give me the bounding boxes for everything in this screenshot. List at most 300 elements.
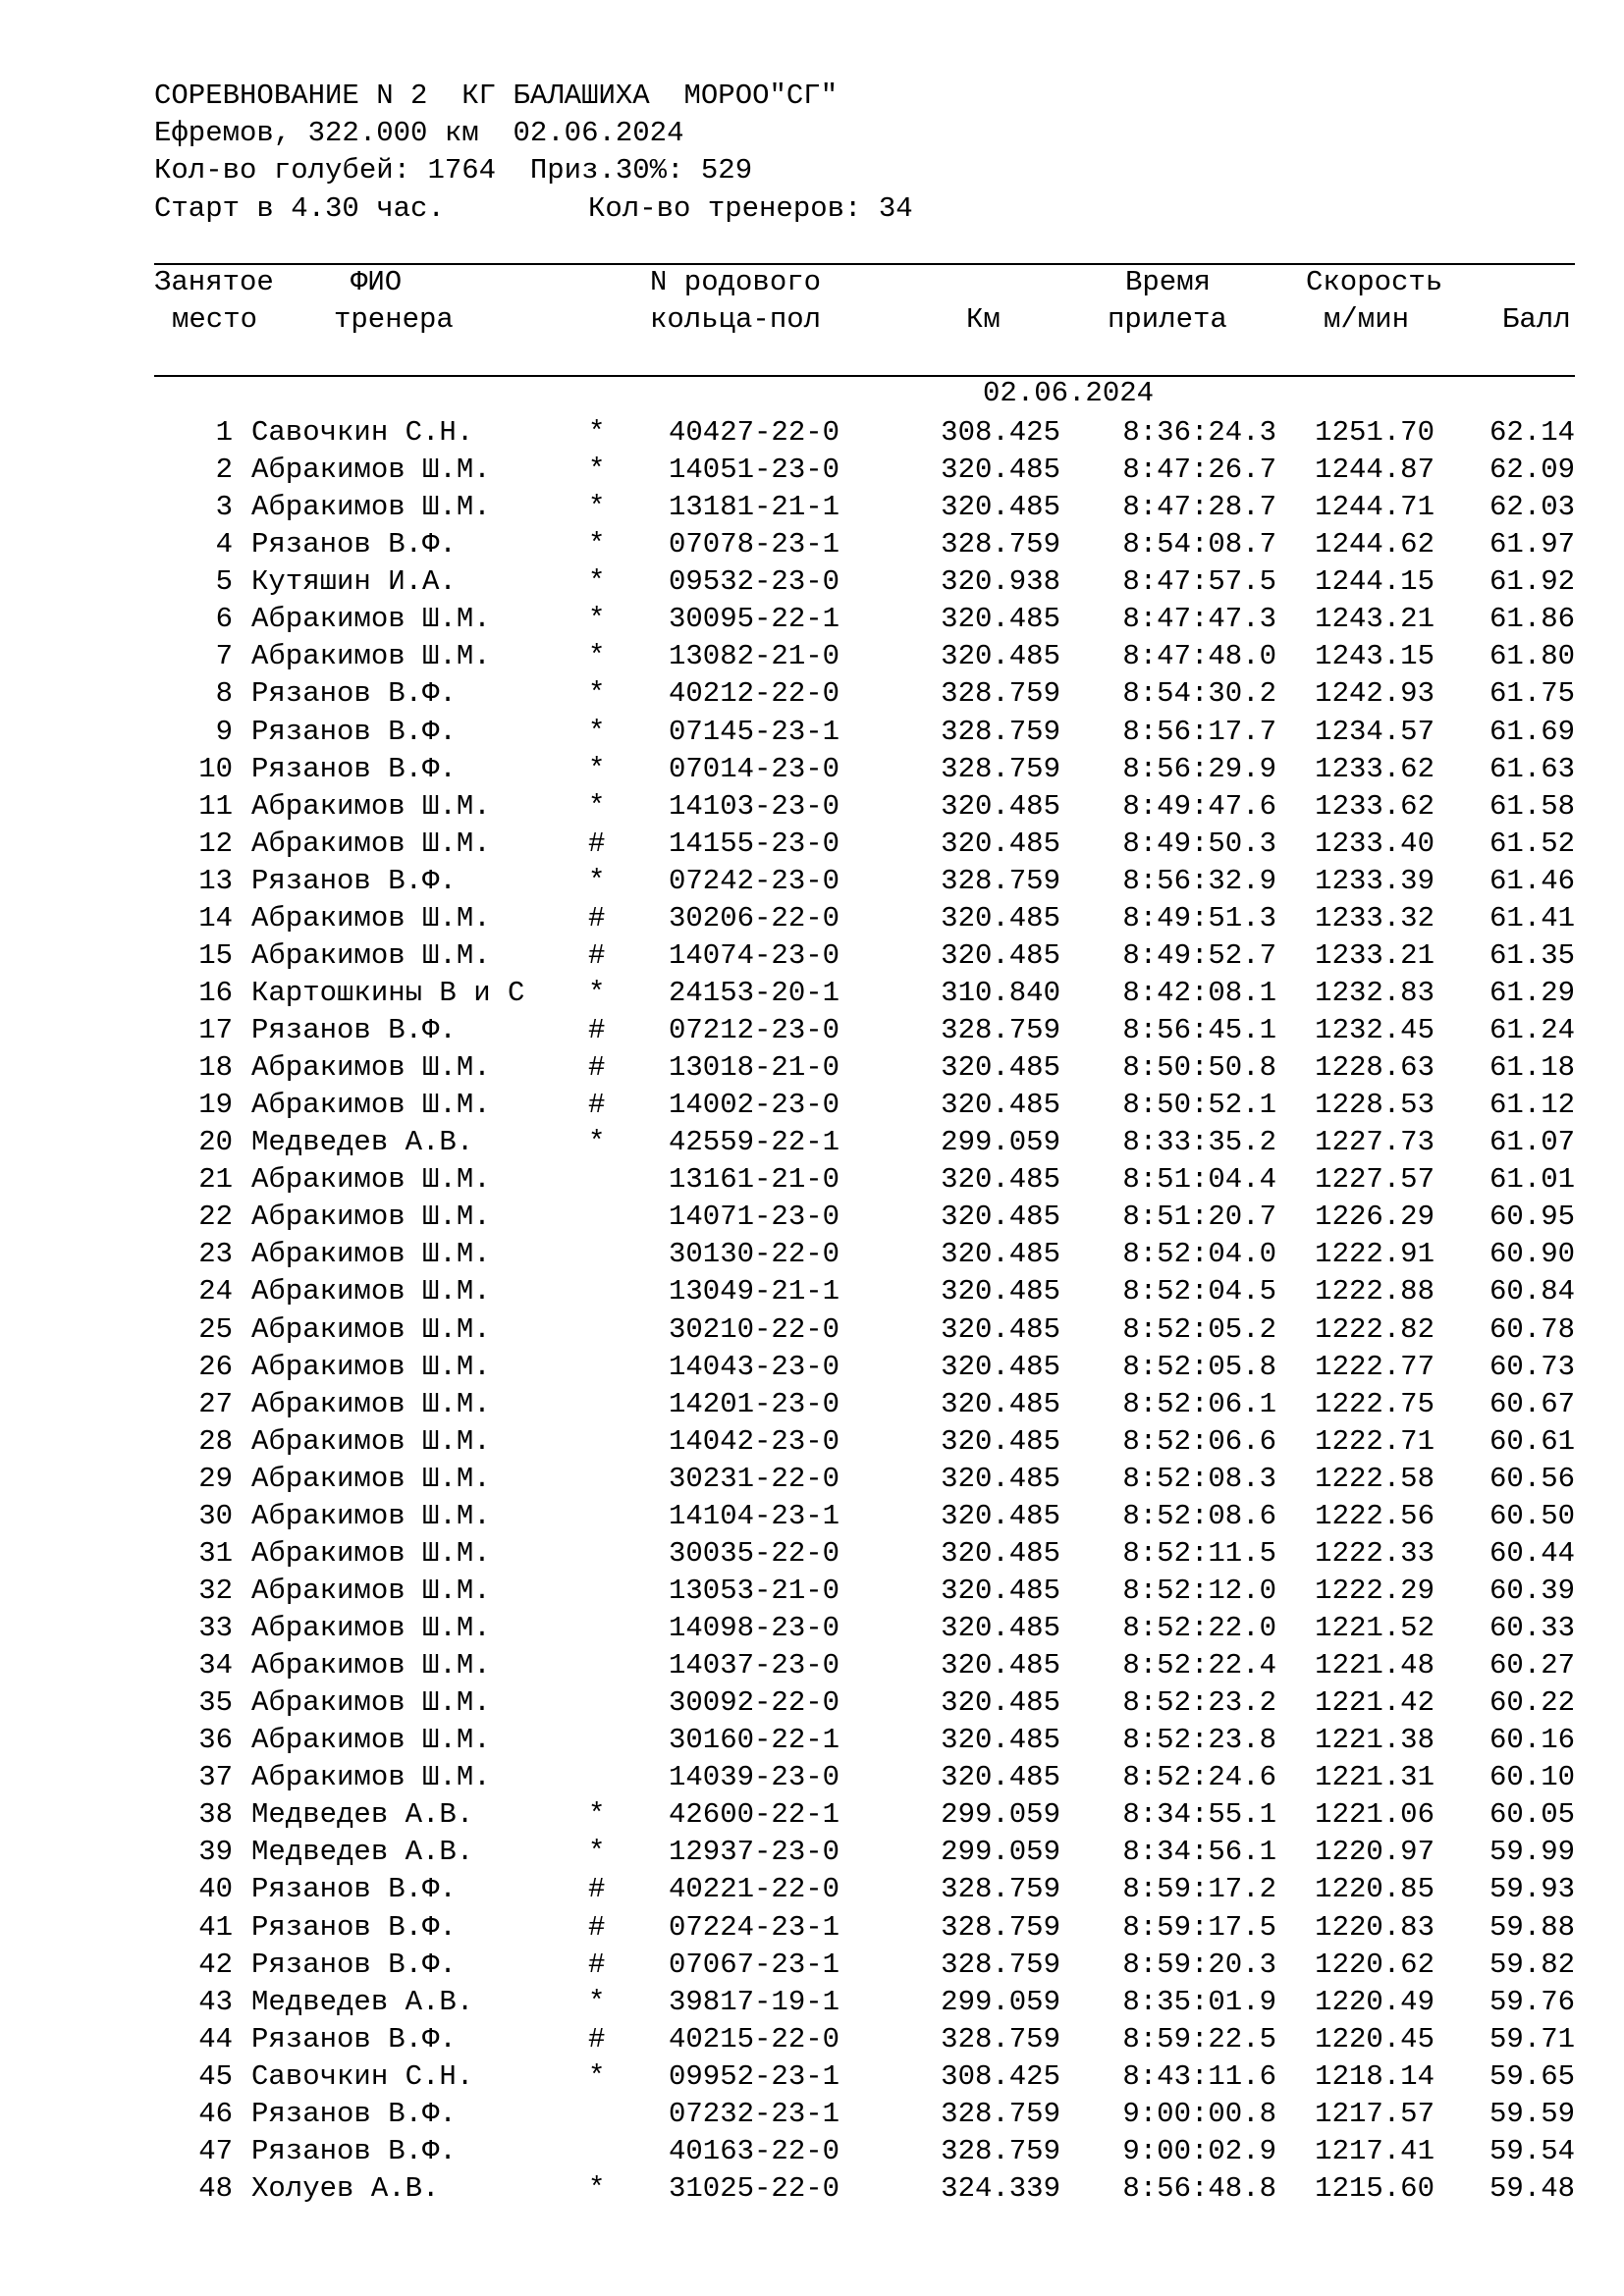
points-cell: 60.16: [1489, 1724, 1575, 1757]
mark-cell: *: [588, 677, 606, 711]
points-cell: 60.84: [1489, 1275, 1575, 1308]
distance-cell: 320.485: [941, 640, 1060, 673]
trainer-name-cell: Абракимов Ш.М.: [251, 1312, 491, 1346]
trainer-name-cell: Абракимов Ш.М.: [251, 901, 491, 934]
col-name-1: ФИО: [351, 266, 403, 298]
table-row: [0, 788, 1624, 826]
table-row: [0, 937, 1624, 975]
points-cell: 60.95: [1489, 1201, 1575, 1234]
speed-cell: 1244.71: [1315, 491, 1435, 524]
place-cell: 36: [198, 1724, 233, 1757]
mark-cell: #: [588, 2022, 606, 2056]
speed-cell: 1220.49: [1315, 1985, 1435, 2018]
distance-cell: 320.485: [941, 1536, 1060, 1570]
place-cell: 7: [215, 640, 233, 673]
points-cell: 61.41: [1489, 901, 1575, 934]
ring-number-cell: 07067-23-1: [669, 1948, 840, 1981]
mark-cell: #: [588, 1948, 606, 1981]
points-cell: 59.71: [1489, 2022, 1575, 2056]
table-row: [0, 1909, 1624, 1947]
points-cell: 61.69: [1489, 715, 1575, 748]
ring-number-cell: 07078-23-1: [669, 528, 840, 561]
trainer-name-cell: Абракимов Ш.М.: [251, 1499, 491, 1532]
place-cell: 40: [198, 1873, 233, 1906]
speed-cell: 1226.29: [1315, 1201, 1435, 1234]
arrival-time-cell: 8:56:45.1: [1122, 1014, 1276, 1046]
trainer-name-cell: Абракимов Ш.М.: [251, 491, 491, 524]
table-row: [0, 675, 1624, 713]
table-row: [0, 2021, 1624, 2058]
place-cell: 33: [198, 1612, 233, 1644]
place-cell: 17: [198, 1014, 233, 1046]
place-cell: 20: [198, 1126, 233, 1159]
table-row: [0, 526, 1624, 563]
points-cell: 61.58: [1489, 789, 1575, 823]
col-speed-2: м/мин: [1324, 303, 1410, 336]
mark-cell: *: [588, 976, 606, 1009]
place-cell: 37: [198, 1761, 233, 1794]
trainer-name-cell: Абракимов Ш.М.: [251, 603, 491, 636]
mark-cell: #: [588, 1014, 606, 1046]
distance-cell: 320.485: [941, 1499, 1060, 1532]
place-cell: 23: [198, 1238, 233, 1271]
speed-cell: 1233.32: [1315, 901, 1435, 934]
points-cell: 60.78: [1489, 1312, 1575, 1346]
trainer-name-cell: Картошкины В и С: [251, 976, 525, 1009]
mark-cell: *: [588, 416, 606, 449]
points-cell: 61.07: [1489, 1126, 1575, 1159]
place-cell: 18: [198, 1051, 233, 1085]
speed-cell: 1233.62: [1315, 789, 1435, 823]
points-cell: 62.03: [1489, 491, 1575, 524]
table-row: [0, 2058, 1624, 2096]
distance-cell: 328.759: [941, 715, 1060, 748]
table-row: [0, 2096, 1624, 2133]
arrival-time-cell: 8:47:26.7: [1122, 454, 1276, 487]
place-cell: 31: [198, 1536, 233, 1570]
trainer-name-cell: Абракимов Ш.М.: [251, 1724, 491, 1757]
trainer-count: Кол-во тренеров: 34: [588, 192, 913, 225]
table-row: [0, 1161, 1624, 1199]
distance-cell: 320.485: [941, 1761, 1060, 1794]
speed-cell: 1220.62: [1315, 1948, 1435, 1981]
speed-cell: 1244.87: [1315, 454, 1435, 487]
table-row: [0, 1386, 1624, 1423]
distance-cell: 320.485: [941, 1201, 1060, 1234]
distance-cell: 328.759: [941, 1873, 1060, 1906]
arrival-time-cell: 8:59:17.5: [1122, 1910, 1276, 1944]
trainer-name-cell: Рязанов В.Ф.: [251, 528, 457, 561]
results-table: [0, 414, 1624, 2208]
speed-cell: 1220.83: [1315, 1910, 1435, 1944]
table-row: [0, 1834, 1624, 1871]
table-row: [0, 1947, 1624, 1984]
trainer-name-cell: Абракимов Ш.М.: [251, 1424, 491, 1458]
arrival-time-cell: 8:52:08.3: [1122, 1462, 1276, 1495]
ring-number-cell: 40215-22-0: [669, 2022, 840, 2056]
ring-number-cell: 13161-21-0: [669, 1163, 840, 1197]
speed-cell: 1233.40: [1315, 827, 1435, 860]
table-row: [0, 489, 1624, 526]
points-cell: 59.82: [1489, 1948, 1575, 1981]
col-points: Балл: [1502, 303, 1571, 336]
distance-cell: 320.485: [941, 454, 1060, 487]
trainer-name-cell: Абракимов Ш.М.: [251, 1612, 491, 1644]
arrival-time-cell: 8:47:47.3: [1122, 603, 1276, 636]
trainer-name-cell: Абракимов Ш.М.: [251, 1387, 491, 1420]
distance-cell: 328.759: [941, 528, 1060, 561]
trainer-name-cell: Абракимов Ш.М.: [251, 1238, 491, 1271]
trainer-name-cell: Абракимов Ш.М.: [251, 1163, 491, 1197]
ring-number-cell: 30231-22-0: [669, 1462, 840, 1495]
mark-cell: *: [588, 1836, 606, 1869]
trainer-name-cell: Рязанов В.Ф.: [251, 2134, 457, 2167]
place-cell: 27: [198, 1387, 233, 1420]
points-cell: 61.12: [1489, 1089, 1575, 1122]
speed-cell: 1221.42: [1315, 1686, 1435, 1720]
table-row: [0, 1461, 1624, 1498]
speed-cell: 1222.33: [1315, 1536, 1435, 1570]
arrival-time-cell: 8:56:48.8: [1122, 2171, 1276, 2205]
place-cell: 30: [198, 1499, 233, 1532]
speed-cell: 1243.21: [1315, 603, 1435, 636]
distance-cell: 328.759: [941, 2134, 1060, 2167]
ring-number-cell: 40427-22-0: [669, 416, 840, 449]
place-cell: 22: [198, 1201, 233, 1234]
table-row: [0, 1796, 1624, 1834]
place-cell: 3: [215, 491, 233, 524]
mark-cell: *: [588, 1985, 606, 2018]
table-row: [0, 1311, 1624, 1349]
mark-cell: *: [588, 2171, 606, 2205]
ring-number-cell: 14037-23-0: [669, 1649, 840, 1682]
place-cell: 43: [198, 1985, 233, 2018]
ring-number-cell: 07212-23-0: [669, 1014, 840, 1046]
trainer-name-cell: Рязанов В.Ф.: [251, 1910, 457, 1944]
place-cell: 26: [198, 1350, 233, 1383]
mark-cell: #: [588, 1089, 606, 1122]
points-cell: 61.46: [1489, 864, 1575, 897]
place-cell: 9: [215, 715, 233, 748]
table-row: [0, 452, 1624, 489]
mark-cell: *: [588, 1126, 606, 1159]
arrival-time-cell: 8:49:52.7: [1122, 938, 1276, 972]
points-cell: 60.39: [1489, 1574, 1575, 1607]
ring-number-cell: 13053-21-0: [669, 1574, 840, 1607]
table-row: [0, 563, 1624, 601]
ring-number-cell: 07224-23-1: [669, 1910, 840, 1944]
distance-cell: 320.485: [941, 1312, 1060, 1346]
points-cell: 61.86: [1489, 603, 1575, 636]
competition-title: СОРЕВНОВАНИЕ N 2 КГ БАЛАШИХА МОРОО"СГ": [154, 80, 839, 112]
points-cell: 60.56: [1489, 1462, 1575, 1495]
arrival-time-cell: 8:36:24.3: [1122, 416, 1276, 449]
mark-cell: *: [588, 1798, 606, 1832]
distance-cell: 320.485: [941, 1462, 1060, 1495]
points-cell: 62.09: [1489, 454, 1575, 487]
arrival-time-cell: 8:52:06.6: [1122, 1424, 1276, 1458]
table-row: [0, 1124, 1624, 1161]
points-cell: 61.35: [1489, 938, 1575, 972]
arrival-time-cell: 8:52:05.2: [1122, 1312, 1276, 1346]
arrival-time-cell: 8:47:57.5: [1122, 565, 1276, 599]
ring-number-cell: 40212-22-0: [669, 677, 840, 711]
distance-cell: 328.759: [941, 2097, 1060, 2130]
ring-number-cell: 07232-23-1: [669, 2097, 840, 2130]
arrival-time-cell: 8:59:17.2: [1122, 1873, 1276, 1906]
arrival-time-cell: 8:50:50.8: [1122, 1051, 1276, 1085]
ring-number-cell: 14071-23-0: [669, 1201, 840, 1234]
points-cell: 59.48: [1489, 2171, 1575, 2205]
place-cell: 41: [198, 1910, 233, 1944]
table-row: [0, 1273, 1624, 1310]
speed-cell: 1233.62: [1315, 752, 1435, 785]
speed-cell: 1222.58: [1315, 1462, 1435, 1495]
trainer-name-cell: Медведев А.В.: [251, 1985, 474, 2018]
mark-cell: *: [588, 491, 606, 524]
ring-number-cell: 14043-23-0: [669, 1350, 840, 1383]
speed-cell: 1217.41: [1315, 2134, 1435, 2167]
speed-cell: 1222.75: [1315, 1387, 1435, 1420]
distance-cell: 328.759: [941, 1910, 1060, 1944]
table-row: [0, 638, 1624, 675]
mark-cell: *: [588, 715, 606, 748]
points-cell: 59.65: [1489, 2059, 1575, 2093]
speed-cell: 1222.29: [1315, 1574, 1435, 1607]
arrival-time-cell: 8:54:08.7: [1122, 528, 1276, 561]
trainer-name-cell: Абракимов Ш.М.: [251, 1761, 491, 1794]
arrival-time-cell: 8:52:06.1: [1122, 1387, 1276, 1420]
distance-cell: 324.339: [941, 2171, 1060, 2205]
place-cell: 5: [215, 565, 233, 599]
table-row: [0, 1087, 1624, 1124]
distance-cell: 299.059: [941, 1985, 1060, 2018]
place-cell: 10: [198, 752, 233, 785]
points-cell: 61.80: [1489, 640, 1575, 673]
arrival-time-cell: 8:50:52.1: [1122, 1089, 1276, 1122]
distance-cell: 299.059: [941, 1126, 1060, 1159]
distance-cell: 320.485: [941, 1649, 1060, 1682]
points-cell: 61.75: [1489, 677, 1575, 711]
distance-cell: 328.759: [941, 1948, 1060, 1981]
table-row: [0, 1012, 1624, 1049]
mark-cell: *: [588, 565, 606, 599]
ring-number-cell: 14074-23-0: [669, 938, 840, 972]
mark-cell: *: [588, 640, 606, 673]
distance-cell: 320.485: [941, 1238, 1060, 1271]
trainer-name-cell: Рязанов В.Ф.: [251, 1014, 457, 1046]
place-cell: 6: [215, 603, 233, 636]
place-cell: 44: [198, 2022, 233, 2056]
arrival-time-cell: 8:52:24.6: [1122, 1761, 1276, 1794]
points-cell: 60.61: [1489, 1424, 1575, 1458]
arrival-time-cell: 8:34:56.1: [1122, 1836, 1276, 1869]
speed-cell: 1220.85: [1315, 1873, 1435, 1906]
speed-cell: 1233.39: [1315, 864, 1435, 897]
trainer-name-cell: Абракимов Ш.М.: [251, 1051, 491, 1085]
mark-cell: *: [588, 454, 606, 487]
table-row: [0, 1573, 1624, 1610]
ring-number-cell: 24153-20-1: [669, 976, 840, 1009]
mark-cell: #: [588, 1873, 606, 1906]
place-cell: 29: [198, 1462, 233, 1495]
points-cell: 62.14: [1489, 416, 1575, 449]
ring-number-cell: 14104-23-1: [669, 1499, 840, 1532]
trainer-name-cell: Абракимов Ш.М.: [251, 789, 491, 823]
trainer-name-cell: Абракимов Ш.М.: [251, 1089, 491, 1122]
col-time-1: Время: [1125, 266, 1212, 298]
table-row: [0, 1722, 1624, 1759]
table-row: [0, 1236, 1624, 1273]
trainer-name-cell: Абракимов Ш.М.: [251, 1536, 491, 1570]
arrival-time-cell: 8:54:30.2: [1122, 677, 1276, 711]
place-cell: 15: [198, 938, 233, 972]
table-row: [0, 1984, 1624, 2021]
points-cell: 59.93: [1489, 1873, 1575, 1906]
trainer-name-cell: Холуев А.В.: [251, 2171, 440, 2205]
distance-cell: 320.485: [941, 938, 1060, 972]
place-cell: 42: [198, 1948, 233, 1981]
points-cell: 59.88: [1489, 1910, 1575, 1944]
speed-cell: 1222.56: [1315, 1499, 1435, 1532]
place-cell: 8: [215, 677, 233, 711]
place-cell: 46: [198, 2097, 233, 2130]
points-cell: 60.90: [1489, 1238, 1575, 1271]
distance-cell: 320.485: [941, 1686, 1060, 1720]
speed-cell: 1222.91: [1315, 1238, 1435, 1271]
distance-cell: 299.059: [941, 1798, 1060, 1832]
table-row: [0, 714, 1624, 751]
table-row: [0, 1535, 1624, 1573]
col-time-2: прилета: [1108, 303, 1227, 336]
table-row: [0, 1759, 1624, 1796]
points-cell: 60.50: [1489, 1499, 1575, 1532]
place-cell: 14: [198, 901, 233, 934]
distance-cell: 320.485: [941, 1051, 1060, 1085]
ring-number-cell: 13181-21-1: [669, 491, 840, 524]
speed-cell: 1243.15: [1315, 640, 1435, 673]
points-cell: 60.73: [1489, 1350, 1575, 1383]
speed-cell: 1242.93: [1315, 677, 1435, 711]
speed-cell: 1222.82: [1315, 1312, 1435, 1346]
arrival-time-cell: 8:49:51.3: [1122, 901, 1276, 934]
points-cell: 60.67: [1489, 1387, 1575, 1420]
trainer-name-cell: Савочкин С.Н.: [251, 416, 474, 449]
arrival-time-cell: 8:43:11.6: [1122, 2059, 1276, 2093]
ring-number-cell: 30206-22-0: [669, 901, 840, 934]
place-cell: 35: [198, 1686, 233, 1720]
arrival-time-cell: 8:52:12.0: [1122, 1574, 1276, 1607]
distance-cell: 328.759: [941, 1014, 1060, 1046]
speed-cell: 1215.60: [1315, 2171, 1435, 2205]
place-cell: 13: [198, 864, 233, 897]
trainer-name-cell: Абракимов Ш.М.: [251, 454, 491, 487]
points-cell: 59.54: [1489, 2134, 1575, 2167]
trainer-name-cell: Абракимов Ш.М.: [251, 1686, 491, 1720]
speed-cell: 1220.45: [1315, 2022, 1435, 2056]
table-row: [0, 1871, 1624, 1908]
speed-cell: 1244.15: [1315, 565, 1435, 599]
ring-number-cell: 14155-23-0: [669, 827, 840, 860]
points-cell: 61.29: [1489, 976, 1575, 1009]
date-group-label: 02.06.2024: [983, 377, 1155, 409]
place-cell: 48: [198, 2171, 233, 2205]
mark-cell: #: [588, 1910, 606, 1944]
speed-cell: 1222.77: [1315, 1350, 1435, 1383]
col-place-2: место: [172, 303, 258, 336]
ring-number-cell: 14002-23-0: [669, 1089, 840, 1122]
mark-cell: *: [588, 789, 606, 823]
speed-cell: 1244.62: [1315, 528, 1435, 561]
mark-cell: #: [588, 827, 606, 860]
trainer-name-cell: Медведев А.В.: [251, 1126, 474, 1159]
table-row: [0, 863, 1624, 900]
start-time: Старт в 4.30 час.: [154, 192, 445, 225]
arrival-time-cell: 8:51:20.7: [1122, 1201, 1276, 1234]
points-cell: 60.44: [1489, 1536, 1575, 1570]
distance-cell: 328.759: [941, 752, 1060, 785]
place-cell: 47: [198, 2134, 233, 2167]
table-row: [0, 1049, 1624, 1087]
distance-cell: 320.485: [941, 1387, 1060, 1420]
speed-cell: 1221.31: [1315, 1761, 1435, 1794]
table-row: [0, 1349, 1624, 1386]
header-bottom-rule: [154, 375, 1575, 377]
ring-number-cell: 39817-19-1: [669, 1985, 840, 2018]
distance-cell: 308.425: [941, 416, 1060, 449]
trainer-name-cell: Абракимов Ш.М.: [251, 1462, 491, 1495]
distance-cell: 320.485: [941, 491, 1060, 524]
arrival-time-cell: 8:52:23.8: [1122, 1724, 1276, 1757]
trainer-name-cell: Абракимов Ш.М.: [251, 1649, 491, 1682]
arrival-time-cell: 8:51:04.4: [1122, 1163, 1276, 1197]
distance-cell: 320.485: [941, 1163, 1060, 1197]
distance-cell: 320.485: [941, 1574, 1060, 1607]
speed-cell: 1228.63: [1315, 1051, 1435, 1085]
table-row: [0, 1423, 1624, 1461]
speed-cell: 1234.57: [1315, 715, 1435, 748]
ring-number-cell: 30130-22-0: [669, 1238, 840, 1271]
place-cell: 28: [198, 1424, 233, 1458]
ring-number-cell: 09952-23-1: [669, 2059, 840, 2093]
table-row: [0, 900, 1624, 937]
ring-number-cell: 07145-23-1: [669, 715, 840, 748]
table-row: [0, 1498, 1624, 1535]
place-cell: 45: [198, 2059, 233, 2093]
distance-cell: 308.425: [941, 2059, 1060, 2093]
arrival-time-cell: 8:52:04.5: [1122, 1275, 1276, 1308]
place-cell: 1: [215, 416, 233, 449]
col-ring-2: кольца-пол: [650, 303, 822, 336]
release-point-line: Ефремов, 322.000 км 02.06.2024: [154, 117, 684, 149]
distance-cell: 320.485: [941, 1350, 1060, 1383]
place-cell: 34: [198, 1649, 233, 1682]
ring-number-cell: 13049-21-1: [669, 1275, 840, 1308]
arrival-time-cell: 8:52:08.6: [1122, 1499, 1276, 1532]
distance-cell: 320.485: [941, 603, 1060, 636]
distance-cell: 320.485: [941, 1275, 1060, 1308]
place-cell: 32: [198, 1574, 233, 1607]
ring-number-cell: 30092-22-0: [669, 1686, 840, 1720]
points-cell: 59.59: [1489, 2097, 1575, 2130]
speed-cell: 1222.71: [1315, 1424, 1435, 1458]
trainer-name-cell: Рязанов В.Ф.: [251, 1948, 457, 1981]
arrival-time-cell: 8:52:23.2: [1122, 1686, 1276, 1720]
table-row: [0, 2133, 1624, 2170]
trainer-name-cell: Медведев А.В.: [251, 1798, 474, 1832]
points-cell: 61.52: [1489, 827, 1575, 860]
place-cell: 4: [215, 528, 233, 561]
